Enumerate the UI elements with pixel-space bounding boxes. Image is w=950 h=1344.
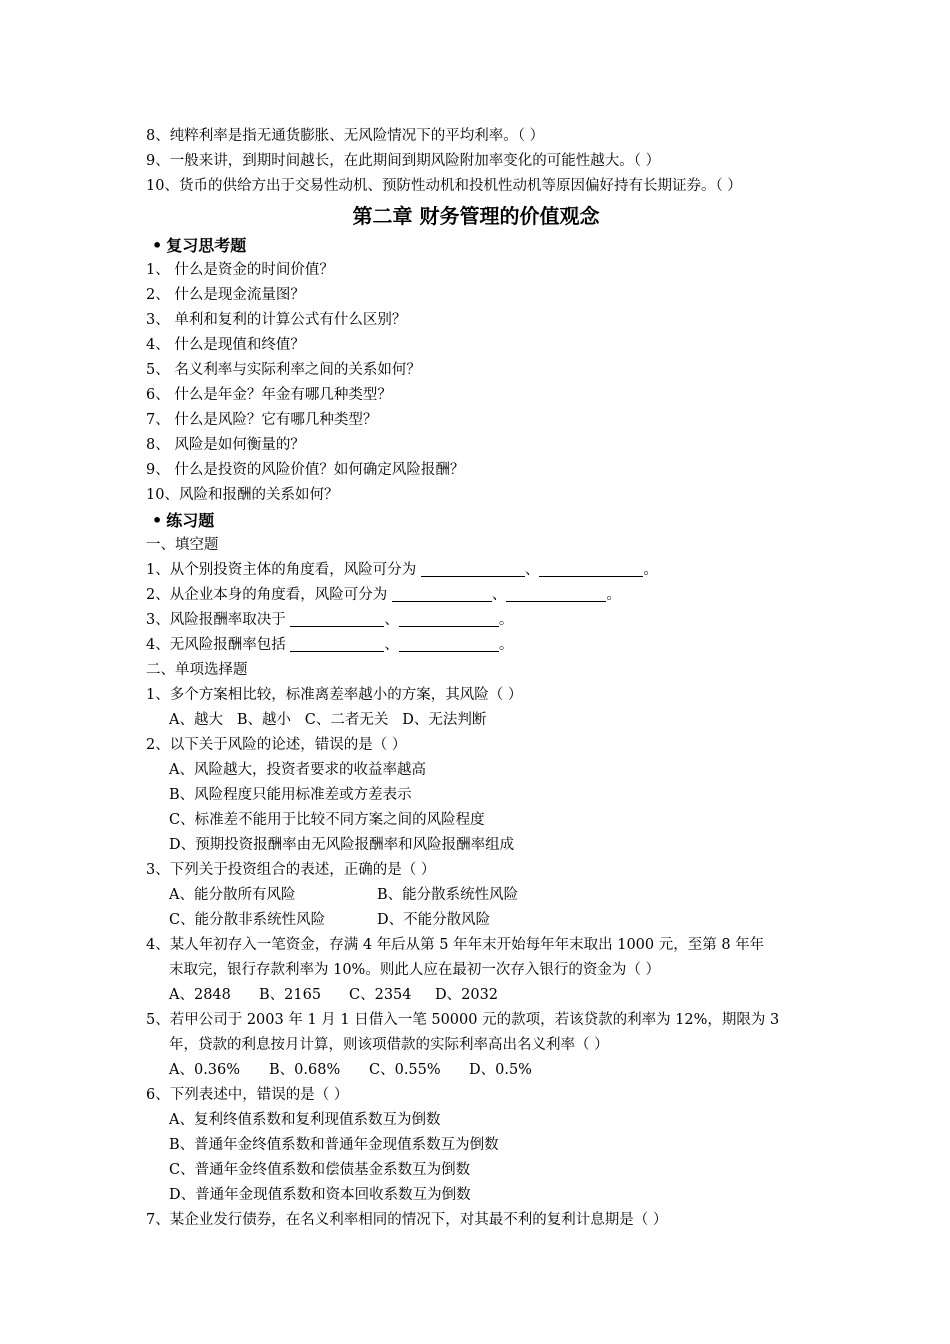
fill-item: 1、从个别投资主体的角度看，风险可分为 、 。 xyxy=(146,562,658,578)
option-c: C、二者无关 xyxy=(304,712,389,728)
option-b: B、风险程度只能用标准差或方差表示 xyxy=(169,787,412,803)
review-item: 5、 名义利率与实际利率之间的关系如何？ xyxy=(146,362,421,378)
question-stem: 1、多个方案相比较，标准离差率越小的方案，其风险（ ） xyxy=(146,687,523,703)
review-item: 9、 什么是投资的风险价值？如何确定风险报酬？ xyxy=(146,462,465,478)
question-stem: 3、下列关于投资组合的表述，正确的是（ ） xyxy=(146,862,436,878)
answer-blank[interactable] xyxy=(290,610,384,627)
option-b: B、0.68% xyxy=(269,1062,341,1078)
option-b: B、普通年金终值系数和普通年金现值系数互为倒数 xyxy=(169,1137,499,1153)
answer-blank[interactable] xyxy=(399,635,499,652)
answer-blank[interactable] xyxy=(399,610,499,627)
exercise-heading-text: 练习题 xyxy=(166,511,215,530)
option-row xyxy=(146,908,826,933)
exercise-heading xyxy=(146,508,826,533)
option-row xyxy=(146,1058,826,1083)
bullet-icon: • xyxy=(152,236,163,255)
option-a: A、2848 xyxy=(169,987,231,1003)
question-stem: 7、某企业发行债券，在名义利率相同的情况下，对其最不利的复利计息期是（ ） xyxy=(146,1212,668,1228)
option-a: A、0.36% xyxy=(169,1062,241,1078)
single-choice-heading: 二、单项选择题 xyxy=(146,662,248,678)
review-item: 6、 什么是年金？年金有哪几种类型？ xyxy=(146,387,392,403)
review-item: 10、风险和报酬的关系如何？ xyxy=(146,487,339,503)
option-a: A、越大 xyxy=(169,712,223,728)
option-b: B、2165 xyxy=(259,987,322,1003)
judgement-item-10: 10、货币的供给方出于交易性动机、预防性动机和投机性动机等原因偏好持有长期证券。（ ） xyxy=(146,178,742,194)
question-stem-cont: 年，贷款的利息按月计算，则该项借款的实际利率高出名义利率（ ） xyxy=(169,1037,609,1053)
review-item: 8、 风险是如何衡量的？ xyxy=(146,437,305,453)
option-row xyxy=(146,708,826,733)
answer-blank[interactable] xyxy=(421,560,525,577)
option-c: C、标准差不能用于比较不同方案之间的风险程度 xyxy=(169,812,485,828)
option-row xyxy=(146,883,826,908)
fill-item: 4、无风险报酬率包括 、 。 xyxy=(146,637,514,653)
question-stem-cont: 末取完，银行存款利率为 10%。则此人应在最初一次存入银行的资金为（ ） xyxy=(169,962,660,978)
option-a: A、风险越大，投资者要求的收益率越高 xyxy=(169,762,426,778)
option-a: A、复利终值系数和复利现值系数互为倒数 xyxy=(169,1112,441,1128)
review-item: 7、 什么是风险？它有哪几种类型？ xyxy=(146,412,378,428)
option-d: D、不能分散风险 xyxy=(377,912,491,928)
option-c: C、能分散非系统性风险 xyxy=(169,912,326,928)
page-content xyxy=(146,124,826,1233)
fill-item: 3、风险报酬率取决于 、 。 xyxy=(146,612,514,628)
question-stem: 6、下列表述中，错误的是（ ） xyxy=(146,1087,349,1103)
answer-blank[interactable] xyxy=(539,560,643,577)
review-heading xyxy=(146,233,826,258)
option-d: D、0.5% xyxy=(469,1062,532,1078)
answer-blank[interactable] xyxy=(290,635,384,652)
option-c: C、0.55% xyxy=(369,1062,441,1078)
fill-item: 2、从企业本身的角度看，风险可分为 、 。 xyxy=(146,587,621,603)
question-stem: 4、某人年初存入一笔资金，存满 4 年后从第 5 年年末开始每年年末取出 1000 元，至第 8 年年 xyxy=(146,937,765,953)
option-d: D、无法判断 xyxy=(402,712,487,728)
review-item: 2、 什么是现金流量图？ xyxy=(146,287,305,303)
judgement-item-8: 8、纯粹利率是指无通货膨胀、无风险情况下的平均利率。（ ） xyxy=(146,128,545,144)
review-item: 1、 什么是资金的时间价值？ xyxy=(146,262,334,278)
option-b: B、越小 xyxy=(236,712,291,728)
option-a: A、能分散所有风险 xyxy=(169,887,296,903)
option-row xyxy=(146,983,826,1008)
answer-blank[interactable] xyxy=(392,585,492,602)
bullet-icon: • xyxy=(152,511,163,530)
answer-blank[interactable] xyxy=(506,585,606,602)
review-heading-text: 复习思考题 xyxy=(166,236,247,255)
option-c: C、2354 xyxy=(349,987,412,1003)
option-c: C、普通年金终值系数和偿债基金系数互为倒数 xyxy=(169,1162,471,1178)
option-d: D、2032 xyxy=(435,987,499,1003)
option-b: B、能分散系统性风险 xyxy=(377,887,519,903)
fill-blank-heading: 一、填空题 xyxy=(146,537,219,553)
question-stem: 2、以下关于风险的论述，错误的是（ ） xyxy=(146,737,407,753)
question-stem: 5、若甲公司于 2003 年 1 月 1 日借入一笔 50000 元的款项，若该贷款的利率为 12%，期限为 3 xyxy=(146,1012,780,1028)
option-d: D、普通年金现值系数和资本回收系数互为倒数 xyxy=(169,1187,471,1203)
review-item: 3、 单利和复利的计算公式有什么区别？ xyxy=(146,312,407,328)
option-d: D、预期投资报酬率由无风险报酬率和风险报酬率组成 xyxy=(169,837,515,853)
review-item: 4、 什么是现值和终值？ xyxy=(146,337,305,353)
chapter-title: 第二章 财务管理的价值观念 xyxy=(352,204,600,228)
judgement-item-9: 9、一般来讲，到期时间越长，在此期间到期风险附加率变化的可能性越大。（ ） xyxy=(146,153,661,169)
